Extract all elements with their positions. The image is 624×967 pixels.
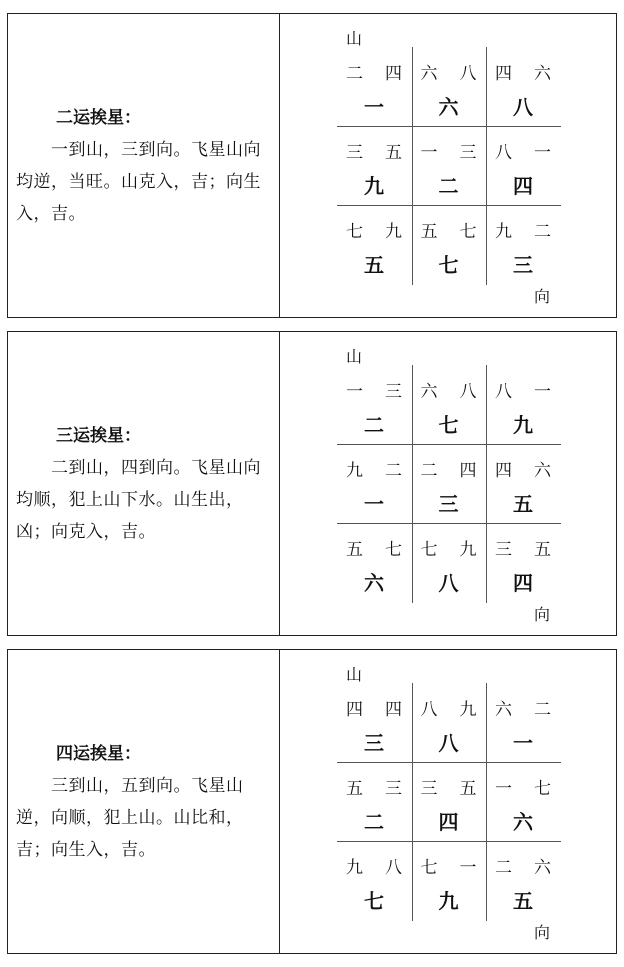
grid-cell	[337, 683, 411, 762]
grid-cell	[486, 365, 560, 444]
facing-star: 八	[459, 64, 477, 84]
flying-star-grid	[337, 365, 561, 603]
column-divider	[279, 650, 280, 953]
period-star: 三	[438, 492, 459, 516]
grid-cell	[486, 683, 560, 762]
description-column	[16, 738, 274, 866]
mountain-star: 九	[346, 858, 363, 878]
mountain-star: 七	[420, 858, 438, 878]
period-star: 四	[438, 810, 459, 834]
mountain-star: 五	[420, 222, 438, 242]
grid-cell	[337, 444, 411, 523]
grid-cell	[486, 841, 560, 920]
panel-paragraph: 二到山，四到向。飞星山向均顺，犯上山下水。山生出，凶；向克入，吉。	[16, 458, 261, 542]
facing-label: 向	[534, 287, 551, 306]
mountain-star: 九	[495, 222, 512, 242]
facing-star: 三	[385, 382, 402, 402]
facing-star: 九	[385, 222, 402, 242]
period-star: 二	[364, 810, 384, 834]
facing-label: 向	[534, 605, 551, 624]
mountain-star: 七	[346, 222, 363, 242]
flying-star-grid	[337, 683, 561, 921]
period-star: 六	[438, 95, 459, 119]
facing-star: 七	[385, 540, 402, 560]
grid-cell	[412, 523, 486, 602]
panel-paragraph: 三到山，五到向。飞星山逆，向顺，犯上山。山比和，吉；向生入，吉。	[16, 776, 244, 860]
grid-cell	[486, 444, 560, 523]
facing-star: 四	[385, 700, 402, 720]
period-star: 九	[513, 413, 533, 437]
period-star: 五	[513, 889, 533, 913]
grid-cell	[486, 47, 560, 126]
mountain-star: 三	[420, 779, 438, 799]
grid-cell	[337, 126, 411, 205]
mountain-star: 五	[346, 540, 363, 560]
facing-star: 一	[459, 858, 477, 878]
grid-cell	[337, 841, 411, 920]
panel-title: 二运挨星：	[56, 108, 141, 128]
facing-star: 四	[385, 64, 402, 84]
grid-cell	[412, 365, 486, 444]
mountain-star: 一	[420, 143, 438, 163]
mountain-star: 四	[495, 64, 512, 84]
period-star: 七	[364, 889, 384, 913]
mountain-star: 四	[346, 700, 363, 720]
grid-cell	[337, 205, 411, 284]
description-column	[16, 102, 274, 230]
facing-star: 一	[534, 382, 551, 402]
period-star: 一	[513, 731, 533, 755]
grid-cell	[412, 126, 486, 205]
mountain-star: 六	[420, 64, 438, 84]
period-panel	[7, 13, 617, 318]
mountain-label: 山	[346, 665, 363, 684]
mountain-star: 二	[346, 64, 363, 84]
column-divider	[279, 332, 280, 635]
grid-cell	[486, 126, 560, 205]
period-star: 八	[438, 731, 459, 755]
mountain-star: 三	[495, 540, 512, 560]
facing-star: 六	[534, 461, 551, 481]
period-star: 八	[513, 95, 533, 119]
period-panel	[7, 649, 617, 954]
period-star: 六	[513, 810, 533, 834]
mountain-label: 山	[346, 29, 363, 48]
grid-cell	[412, 762, 486, 841]
panel-paragraph: 一到山，三到向。飞星山向均逆，当旺。山克入，吉；向生入，吉。	[16, 140, 261, 224]
period-star: 一	[364, 492, 384, 516]
period-star: 三	[513, 253, 533, 277]
period-panel	[7, 331, 617, 636]
grid-cell	[412, 683, 486, 762]
mountain-star: 八	[495, 143, 512, 163]
mountain-star: 八	[495, 382, 512, 402]
facing-star: 四	[459, 461, 477, 481]
mountain-star: 二	[495, 858, 512, 878]
facing-label: 向	[534, 923, 551, 942]
facing-star: 五	[534, 540, 551, 560]
description-column	[16, 420, 274, 548]
period-star: 九	[438, 889, 459, 913]
grid-cell	[337, 762, 411, 841]
facing-star: 三	[459, 143, 477, 163]
mountain-star: 四	[495, 461, 512, 481]
period-star: 九	[364, 174, 384, 198]
grid-cell	[486, 523, 560, 602]
mountain-star: 一	[495, 779, 512, 799]
grid-cell	[412, 47, 486, 126]
period-star: 四	[513, 571, 533, 595]
period-star: 四	[513, 174, 533, 198]
mountain-star: 三	[346, 143, 363, 163]
facing-star: 六	[534, 64, 551, 84]
mountain-star: 一	[346, 382, 363, 402]
grid-cell	[486, 762, 560, 841]
mountain-star: 九	[346, 461, 363, 481]
facing-star: 九	[459, 700, 477, 720]
mountain-star: 六	[420, 382, 438, 402]
facing-star: 二	[385, 461, 402, 481]
facing-star: 六	[534, 858, 551, 878]
mountain-star: 六	[495, 700, 512, 720]
mountain-star: 七	[420, 540, 438, 560]
mountain-label: 山	[346, 347, 363, 366]
period-star: 八	[438, 571, 459, 595]
grid-cell	[486, 205, 560, 284]
facing-star: 二	[534, 700, 551, 720]
mountain-star: 五	[346, 779, 363, 799]
period-star: 七	[438, 413, 459, 437]
panel-title: 四运挨星：	[56, 744, 141, 764]
grid-cell	[412, 205, 486, 284]
facing-star: 九	[459, 540, 477, 560]
grid-cell	[412, 841, 486, 920]
facing-star: 五	[459, 779, 477, 799]
column-divider	[279, 14, 280, 317]
facing-star: 八	[385, 858, 402, 878]
period-star: 三	[364, 731, 384, 755]
mountain-star: 二	[420, 461, 438, 481]
flying-star-grid	[337, 47, 561, 285]
grid-cell	[337, 365, 411, 444]
facing-star: 七	[534, 779, 551, 799]
period-star: 五	[513, 492, 533, 516]
panel-title: 三运挨星：	[56, 426, 141, 446]
mountain-star: 八	[420, 700, 438, 720]
grid-cell	[337, 47, 411, 126]
period-star: 七	[438, 253, 459, 277]
facing-star: 五	[385, 143, 402, 163]
period-star: 二	[438, 174, 459, 198]
grid-cell	[412, 444, 486, 523]
period-star: 六	[364, 571, 384, 595]
period-star: 一	[364, 95, 384, 119]
facing-star: 二	[534, 222, 551, 242]
facing-star: 三	[385, 779, 402, 799]
facing-star: 八	[459, 382, 477, 402]
period-star: 五	[364, 253, 384, 277]
facing-star: 七	[459, 222, 477, 242]
facing-star: 一	[534, 143, 551, 163]
period-star: 二	[364, 413, 384, 437]
grid-cell	[337, 523, 411, 602]
